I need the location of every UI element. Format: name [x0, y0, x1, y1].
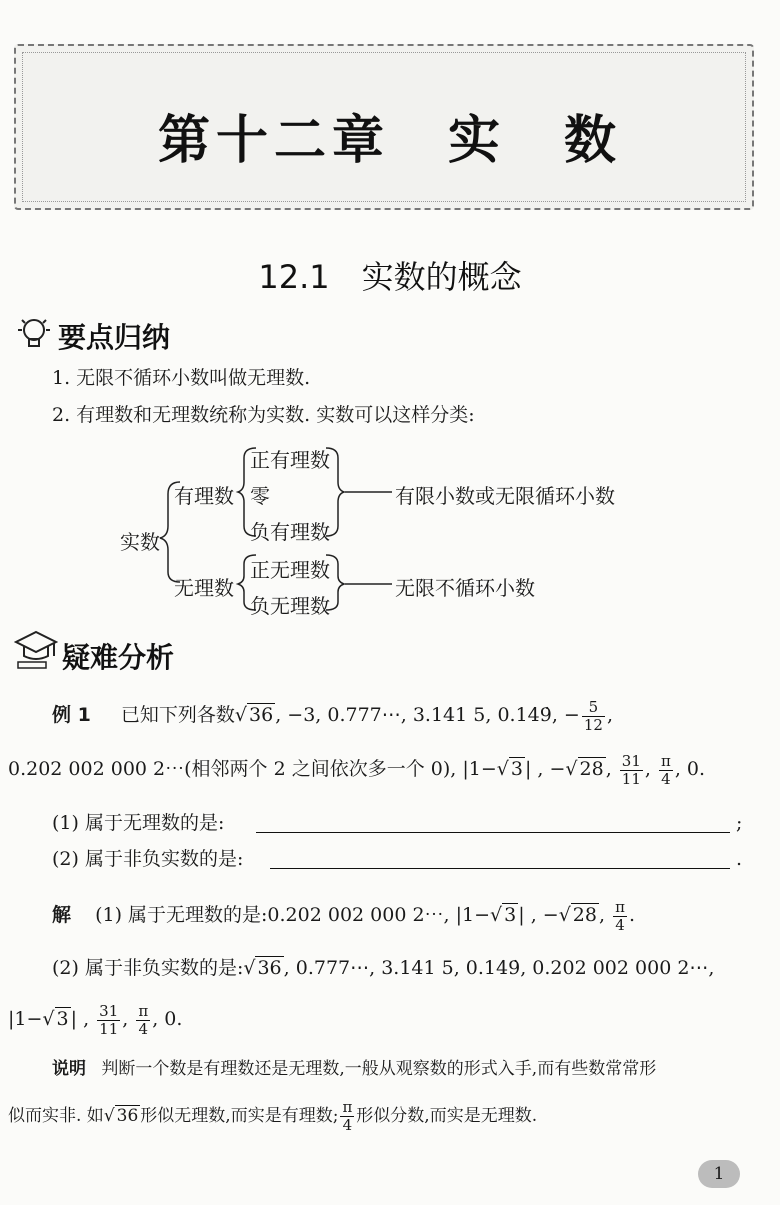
note-line-1: 说明 判断一个数是有理数还是无理数,一般从观察数的形式入手,而有些数常常形 [52, 1059, 657, 1079]
summary-point-1: 1. 无限不循环小数叫做无理数. [52, 367, 311, 389]
node-positive-rational: 正有理数 [250, 448, 330, 472]
summary-heading: 要点归纳 [58, 321, 171, 354]
question-1: (1) 属于无理数的是: [52, 812, 225, 834]
irrational-note: 无限不循环小数 [395, 576, 535, 600]
graduation-cap-icon [14, 630, 58, 670]
lightbulb-icon [14, 316, 54, 352]
solution-line-3: |1−√ 3 | , $\frac{31}{11}$ , $\frac{\pi}{4}$ , 0. [8, 1001, 183, 1038]
solution-line-2: (2) 属于非负实数的是:√ 36 , 0.777⋯, 3.141 5, 0.14̇9̇, 0.202 002 000 2⋯, [52, 957, 715, 979]
note-label: 说明 [52, 1059, 86, 1079]
node-real-numbers: 实数 [120, 530, 160, 554]
example-intro: 已知下列各数 [120, 704, 235, 726]
example-label: 例 1 [52, 704, 91, 726]
example-line-1: 例 1 已知下列各数√ 36 , −3, 0.777⋯, 3.141 5, 0.14̇9̇, − $\frac{5}{12}$ , [52, 697, 613, 734]
chapter-title: 第十二章 实 数 [157, 111, 622, 171]
node-rational: 有理数 [174, 484, 234, 508]
node-zero: 零 [250, 484, 270, 508]
rational-note: 有限小数或无限循环小数 [395, 484, 615, 508]
classification-brackets [0, 430, 780, 620]
summary-point-2: 2. 有理数和无理数统称为实数. 实数可以这样分类: [52, 404, 475, 426]
node-negative-rational: 负有理数 [250, 520, 330, 544]
analysis-heading: 疑难分析 [62, 641, 175, 674]
note-line-2: 似而实非. 如√ 36 形似无理数,而实是有理数; $\frac{\pi}{4}$ 形似分数,而实是无理数. [8, 1098, 538, 1134]
page-number: 1 [698, 1160, 740, 1188]
node-positive-irrational: 正无理数 [250, 558, 330, 582]
example-line-2: 0.202 002 000 2⋯(相邻两个 2 之间依次多一个 0), |1−√ 3 | , −√ 28 , $\frac{31}{11}$ , $\frac{\pi}{4}$ , 0. [8, 751, 706, 788]
question-2: (2) 属于非负实数的是: [52, 848, 244, 870]
answer-blank-2 [270, 868, 730, 869]
node-irrational: 无理数 [174, 576, 234, 600]
section-title: 12.1 实数的概念 [258, 258, 522, 296]
solution-label: 解 [52, 904, 72, 926]
solution-line-1: 解 (1) 属于无理数的是:0.202 002 000 2⋯, |1−√ 3 | , −√ 28 , $\frac{\pi}{4}$ . [52, 897, 635, 934]
node-negative-irrational: 负无理数 [250, 594, 330, 618]
answer-blank-1 [256, 832, 730, 833]
